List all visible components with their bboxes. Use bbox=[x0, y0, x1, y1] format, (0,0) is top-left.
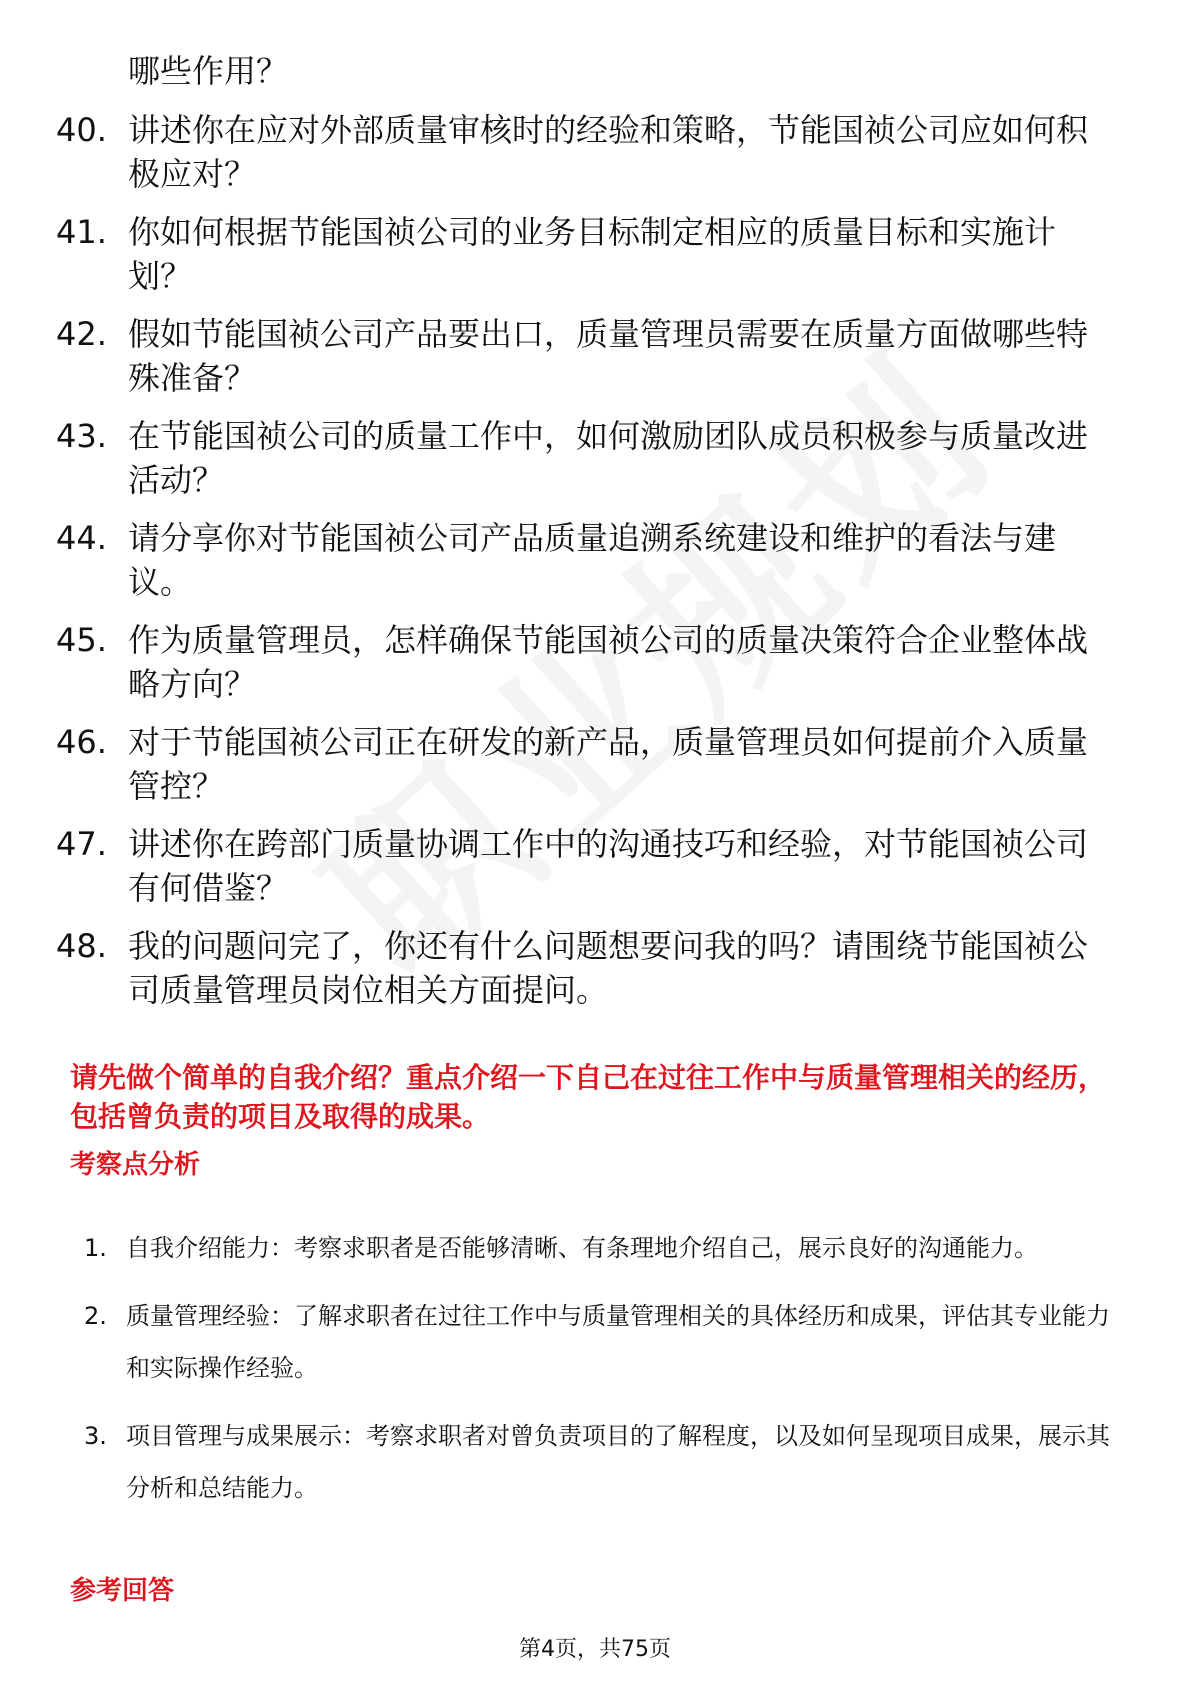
question-text: 在节能国祯公司的质量工作中，如何激励团队成员积极参与质量改进活动？ bbox=[128, 417, 1089, 499]
page-footer: 第4页，共75页 bbox=[519, 1637, 671, 1662]
question-list bbox=[56, 108, 1116, 1026]
question-item bbox=[56, 312, 1116, 400]
question-number: 47. bbox=[56, 825, 107, 863]
question-number: 40. bbox=[56, 111, 107, 149]
question-text: 对于节能国祯公司正在研发的新产品，质量管理员如何提前介入质量管控？ bbox=[128, 723, 1089, 805]
analysis-number: 1. bbox=[84, 1234, 107, 1262]
question-text: 我的问题问完了，你还有什么问题想要问我的吗？请围绕节能国祯公司质量管理员岗位相关方面提问。 bbox=[128, 927, 1089, 1009]
reference-title: 参考回答 bbox=[70, 1576, 175, 1606]
question-number: 48. bbox=[56, 927, 107, 965]
analysis-item bbox=[84, 1410, 1120, 1514]
analysis-text: 质量管理经验：了解求职者在过往工作中与质量管理相关的具体经历和成果，评估其专业能力和实际操作经验。 bbox=[126, 1302, 1110, 1382]
question-item bbox=[56, 924, 1116, 1012]
question-text: 请分享你对节能国祯公司产品质量追溯系统建设和维护的看法与建议。 bbox=[128, 519, 1057, 601]
question-number: 46. bbox=[56, 723, 107, 761]
question-text: 你如何根据节能国祯公司的业务目标制定相应的质量目标和实施计划？ bbox=[128, 213, 1057, 295]
analysis-item bbox=[84, 1222, 1120, 1274]
question-number: 45. bbox=[56, 621, 107, 659]
question-item bbox=[56, 618, 1116, 706]
analysis-number: 2. bbox=[84, 1302, 107, 1330]
analysis-text: 自我介绍能力：考察求职者是否能够清晰、有条理地介绍自己，展示良好的沟通能力。 bbox=[126, 1234, 1038, 1262]
analysis-title: 考察点分析 bbox=[70, 1150, 201, 1180]
question-item bbox=[56, 720, 1116, 808]
analysis-text: 项目管理与成果展示：考察求职者对曾负责项目的了解程度，以及如何呈现项目成果，展示其分析和总结能力。 bbox=[126, 1422, 1110, 1502]
question-item bbox=[56, 210, 1116, 298]
question-item bbox=[56, 822, 1116, 910]
analysis-item bbox=[84, 1290, 1120, 1394]
question-text: 假如节能国祯公司产品要出口，质量管理员需要在质量方面做哪些特殊准备？ bbox=[128, 315, 1089, 397]
question-text: 讲述你在跨部门质量协调工作中的沟通技巧和经验，对节能国祯公司有何借鉴？ bbox=[128, 825, 1089, 907]
question-item bbox=[56, 108, 1116, 196]
question-text: 作为质量管理员，怎样确保节能国祯公司的质量决策符合企业整体战略方向？ bbox=[128, 621, 1089, 703]
question-item bbox=[56, 414, 1116, 502]
question-number: 43. bbox=[56, 417, 107, 455]
analysis-list bbox=[84, 1222, 1120, 1530]
highlight-question: 请先做个简单的自我介绍？重点介绍一下自己在过往工作中与质量管理相关的经历，包括曾负责的项目及取得的成果。 bbox=[70, 1061, 1107, 1133]
question-number: 44. bbox=[56, 519, 107, 557]
question-continuation: 哪些作用？ bbox=[128, 52, 289, 90]
question-item bbox=[56, 516, 1116, 604]
question-text: 讲述你在应对外部质量审核时的经验和策略，节能国祯公司应如何积极应对？ bbox=[128, 111, 1089, 193]
analysis-number: 3. bbox=[84, 1422, 107, 1450]
question-number: 41. bbox=[56, 213, 107, 251]
question-number: 42. bbox=[56, 315, 107, 353]
